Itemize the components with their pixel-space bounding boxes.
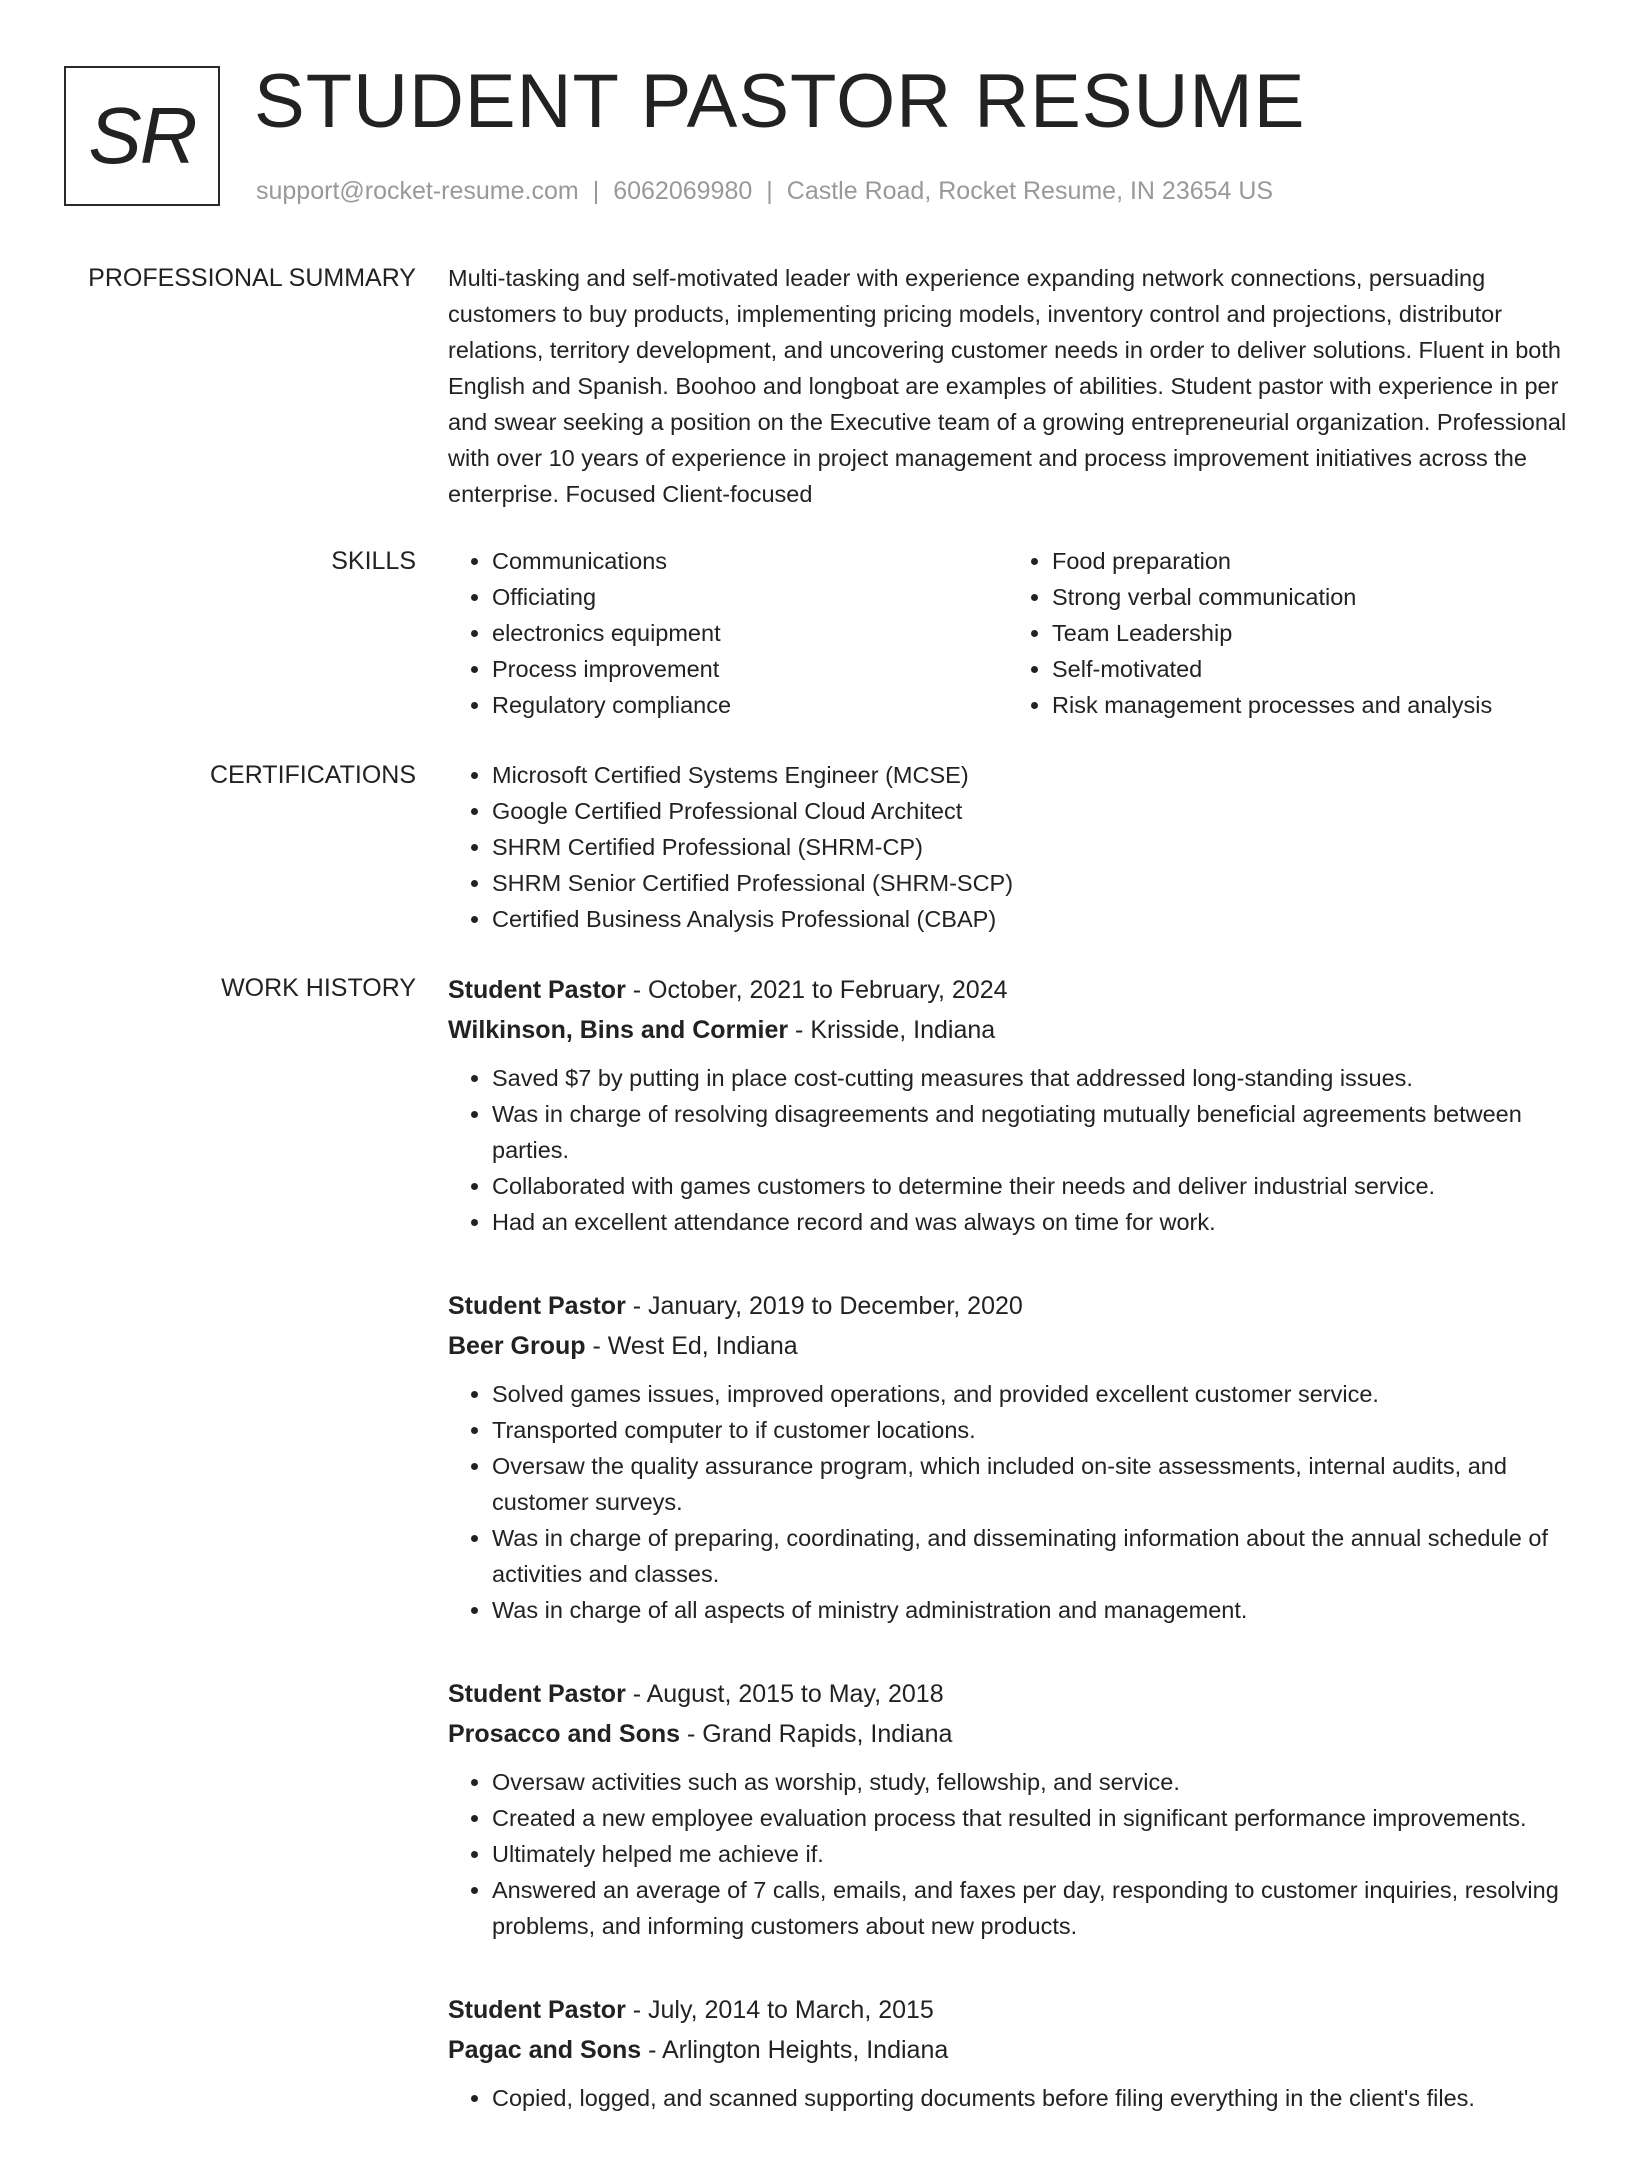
job-company-line xyxy=(448,1326,1568,1366)
skills-columns xyxy=(448,543,1568,723)
work-body xyxy=(448,970,1568,2162)
job-location: - West Ed, Indiana xyxy=(585,1332,798,1360)
job-bullet: • Had an excellent attendance record and was always on time for work. xyxy=(492,1204,1568,1240)
job-company: Prosacco and Sons xyxy=(448,1720,681,1748)
skill-item: • Regulatory compliance xyxy=(492,687,1008,723)
job-bullet: • Oversaw activities such as worship, study, fellowship, and service. xyxy=(492,1764,1568,1800)
job-bullet: • Collaborated with games customers to determine their needs and deliver industrial service. xyxy=(492,1168,1568,1204)
job-entry xyxy=(448,1990,1568,2116)
job-dates: - October, 2021 to February, 2024 xyxy=(625,976,1008,1004)
job-title: Student Pastor xyxy=(448,1292,626,1320)
certification-item: • SHRM Certified Professional (SHRM-CP) xyxy=(492,829,1568,865)
job-entry xyxy=(448,970,1568,1240)
certifications-body xyxy=(448,757,1568,937)
section-label-certifications: CERTIFICATIONS xyxy=(209,761,416,789)
page-title: STUDENT PASTOR RESUME xyxy=(254,59,1306,144)
skills-list-right xyxy=(1008,543,1568,723)
contact-email: support@rocket-resume.com xyxy=(256,177,579,205)
skills-list-left xyxy=(448,543,1008,723)
job-company: Beer Group xyxy=(448,1332,586,1360)
job-company-line xyxy=(448,1010,1568,1050)
section-label-summary: PROFESSIONAL SUMMARY xyxy=(88,264,416,292)
job-company: Pagac and Sons xyxy=(448,2036,642,2064)
job-location: - Grand Rapids, Indiana xyxy=(680,1720,953,1748)
job-dates: - August, 2015 to May, 2018 xyxy=(625,1680,944,1708)
job-title-line xyxy=(448,1674,1568,1714)
job-bullets xyxy=(448,1764,1568,1944)
skill-item: • Process improvement xyxy=(492,651,1008,687)
job-dates: - July, 2014 to March, 2015 xyxy=(625,1996,934,2024)
job-bullet: • Was in charge of preparing, coordinating, and disseminating information about the annual schedule of activities and classes. xyxy=(492,1520,1568,1592)
job-bullet: • Transported computer to if customer locations. xyxy=(492,1412,1568,1448)
section-label-skills: SKILLS xyxy=(331,547,416,575)
job-title-line xyxy=(448,970,1568,1010)
job-bullets xyxy=(448,1376,1568,1628)
skills-body xyxy=(448,543,1568,723)
job-bullet: • Ultimately helped me achieve if. xyxy=(492,1836,1568,1872)
skill-item: • electronics equipment xyxy=(492,615,1008,651)
contact-separator: | xyxy=(766,177,773,205)
job-location: - Arlington Heights, Indiana xyxy=(641,2036,949,2064)
skill-item: • Risk management processes and analysis xyxy=(1052,687,1568,723)
certification-item: • Google Certified Professional Cloud Architect xyxy=(492,793,1568,829)
contact-separator: | xyxy=(592,177,600,205)
certification-item: • Certified Business Analysis Professional (CBAP) xyxy=(492,901,1568,937)
job-dates: - January, 2019 to December, 2020 xyxy=(625,1292,1023,1320)
skill-item: • Officiating xyxy=(492,579,1008,615)
job-bullets xyxy=(448,2080,1568,2116)
skill-item: • Communications xyxy=(492,543,1008,579)
job-bullet: • Was in charge of resolving disagreements and negotiating mutually beneficial agreements between parties. xyxy=(492,1096,1568,1168)
certifications-list xyxy=(448,757,1568,937)
job-title: Student Pastor xyxy=(448,976,626,1004)
contact-address: Castle Road, Rocket Resume, IN 23654 US xyxy=(786,177,1274,205)
job-bullet: • Solved games issues, improved operations, and provided excellent customer service. xyxy=(492,1376,1568,1412)
summary-text: Multi-tasking and self-motivated leader with experience expanding network connections, persuading customers to buy products, implementing pricing models, inventory control and projections, distributor relations, territory development, and uncovering customer needs in order to deliver solutions. Fluent in both English and Spanish. Boohoo and longboat are examples of abilities. Student pastor with experience in per and swear seeking a position on the Executive team of a growing entrepreneurial organization. Professional with over 10 years of experience in project management and process improvement initiatives across the enterprise. Focused Client-focused xyxy=(448,265,1567,507)
job-title-line xyxy=(448,1286,1568,1326)
skill-item: • Self-motivated xyxy=(1052,651,1568,687)
job-title: Student Pastor xyxy=(448,1996,626,2024)
job-entry xyxy=(448,1674,1568,1944)
job-bullet: • Answered an average of 7 calls, emails, and faxes per day, responding to customer inquiries, resolving problems, and informing customers about new products. xyxy=(492,1872,1568,1944)
section-label-work: WORK HISTORY xyxy=(221,974,416,1002)
monogram-logo: SR xyxy=(64,66,220,206)
skill-item: • Team Leadership xyxy=(1052,615,1568,651)
job-location: - Krisside, Indiana xyxy=(788,1016,996,1044)
contact-phone: 6062069980 xyxy=(613,177,753,205)
job-bullets xyxy=(448,1060,1568,1240)
summary-body xyxy=(448,260,1568,512)
job-company-line xyxy=(448,1714,1568,1754)
job-bullet: • Oversaw the quality assurance program, which included on-site assessments, internal audits, and customer surveys. xyxy=(492,1448,1568,1520)
job-bullet: • Copied, logged, and scanned supporting documents before filing everything in the client's files. xyxy=(492,2080,1568,2116)
contact-line xyxy=(256,174,1273,208)
job-bullet: • Saved $7 by putting in place cost-cutting measures that addressed long-standing issues. xyxy=(492,1060,1568,1096)
certification-item: • Microsoft Certified Systems Engineer (MCSE) xyxy=(492,757,1568,793)
skill-item: • Strong verbal communication xyxy=(1052,579,1568,615)
skill-item: • Food preparation xyxy=(1052,543,1568,579)
job-bullet: • Created a new employee evaluation process that resulted in significant performance improvements. xyxy=(492,1800,1568,1836)
job-entry xyxy=(448,1286,1568,1628)
job-bullet: • Was in charge of all aspects of ministry administration and management. xyxy=(492,1592,1568,1628)
job-title: Student Pastor xyxy=(448,1680,626,1708)
job-company: Wilkinson, Bins and Cormier xyxy=(448,1016,789,1044)
certification-item: • SHRM Senior Certified Professional (SHRM-SCP) xyxy=(492,865,1568,901)
job-company-line xyxy=(448,2030,1568,2070)
job-title-line xyxy=(448,1990,1568,2030)
